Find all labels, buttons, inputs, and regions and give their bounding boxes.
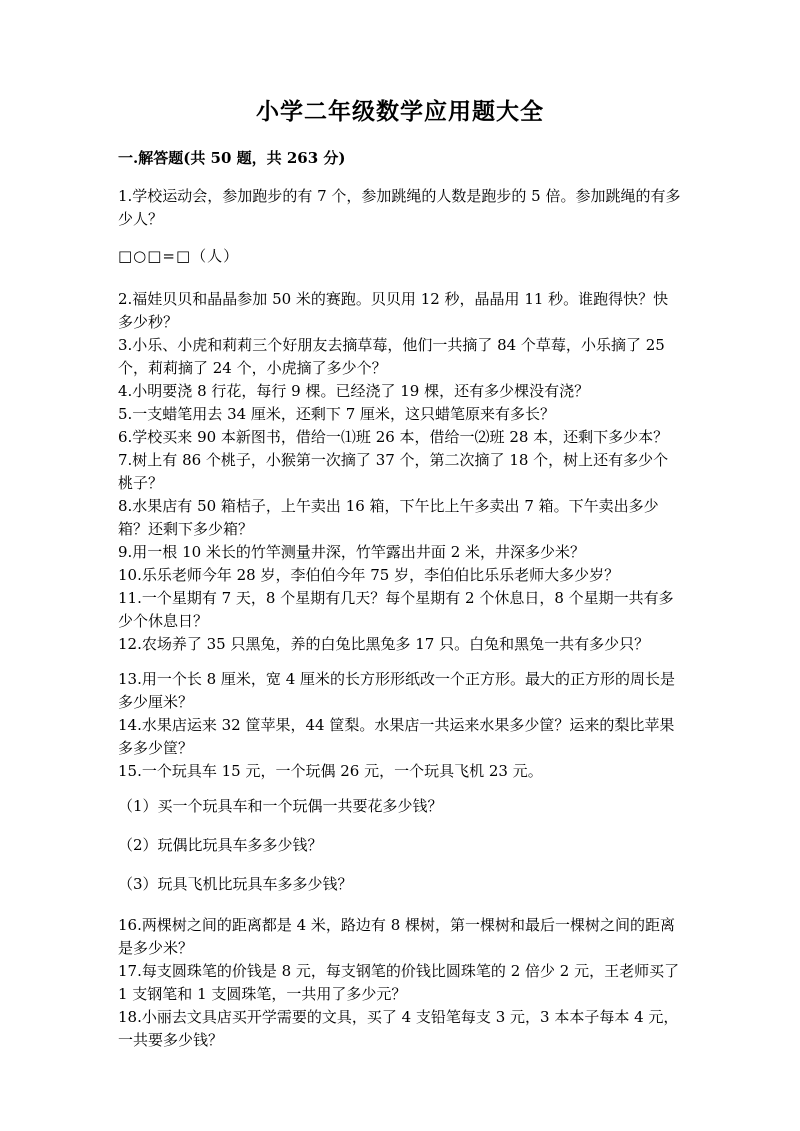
question-list	[118, 185, 682, 1052]
question-17: 17.每支圆珠笔的价钱是 8 元，每支钢笔的价钱比圆珠笔的 2 倍少 2 元，王老师买了 1 支钢笔和 1 支圆珠笔，一共用了多少元？	[118, 962, 680, 1003]
question-13: 13.用一个长 8 厘米，宽 4 厘米的长方形形纸改一个正方形。最大的正方形的周长是多少厘米？	[118, 670, 676, 711]
question-9: 9.用一根 10 米长的竹竿测量井深，竹竿露出井面 2 米，井深多少米？	[118, 543, 586, 561]
question-15-sub-1: （1）买一个玩具车和一个玩偶一共要花多少钱？	[118, 797, 443, 815]
question-16: 16.两棵树之间的距离都是 4 米，路边有 8 棵树，第一棵树和最后一棵树之间的距离是多少米？	[118, 916, 676, 957]
question-15-sub-2: （2）玩偶比玩具车多多少钱？	[118, 836, 323, 854]
answer-template: □○□=□（人）	[118, 247, 240, 265]
question-15: 15.一个玩具车 15 元，一个玩偶 26 元，一个玩具飞机 23 元。	[118, 762, 543, 780]
question-1: 1.学校运动会，参加跑步的有 7 个，参加跳绳的人数是跑步的 5 倍。参加跳绳的有多少人？	[118, 187, 681, 228]
question-3: 3.小乐、小虎和莉莉三个好朋友去摘草莓，他们一共摘了 84 个草莓，小乐摘了 25 个，莉莉摘了 24 个，小虎摘了多少个？	[118, 336, 665, 377]
section-heading: 一.解答题(共 50 题，共 263 分)	[118, 149, 346, 167]
question-14: 14.水果店运来 32 筐苹果，44 筐梨。水果店一共运来水果多少筐？运来的梨比苹果多多少筐？	[118, 716, 675, 757]
question-2: 2.福娃贝贝和晶晶参加 50 米的赛跑。贝贝用 12 秒，晶晶用 11 秒。谁跑得快？快多少秒？	[118, 290, 669, 331]
page-title: 小学二年级数学应用题大全	[256, 98, 544, 125]
question-5: 5.一支蜡笔用去 34 厘米，还剩下 7 厘米，这只蜡笔原来有多长？	[118, 405, 556, 423]
question-11: 11.一个星期有 7 天，8 个星期有几天？每个星期有 2 个休息日，8 个星期一共有多少个休息日？	[118, 589, 674, 630]
question-7: 7.树上有 86 个桃子，小猴第一次摘了 37 个，第二次摘了 18 个，树上还有多少个桃子？	[118, 451, 669, 492]
question-15-sub-3: （3）玩具飞机比玩具车多多少钱？	[118, 875, 353, 893]
question-12: 12.农场养了 35 只黑兔，养的白兔比黑兔多 17 只。白兔和黑兔一共有多少只？	[118, 635, 650, 653]
question-4: 4.小明要浇 8 行花，每行 9 棵。已经浇了 19 棵，还有多少棵没有浇？	[118, 382, 590, 400]
question-10: 10.乐乐老师今年 28 岁，李伯伯今年 75 岁，李伯伯比乐乐老师大多少岁？	[118, 566, 620, 584]
question-6: 6.学校买来 90 本新图书，借给一⑴班 26 本，借给一⑵班 28 本，还剩下多少本？	[118, 428, 669, 446]
question-8: 8.水果店有 50 箱桔子，上午卖出 16 箱，下午比上午多卖出 7 箱。下午卖出多少箱？还剩下多少箱？	[118, 497, 659, 538]
question-18: 18.小丽去文具店买开学需要的文具，买了 4 支铅笔每支 3 元，3 本本子每本 4 元，一共要多少钱？	[118, 1008, 679, 1049]
